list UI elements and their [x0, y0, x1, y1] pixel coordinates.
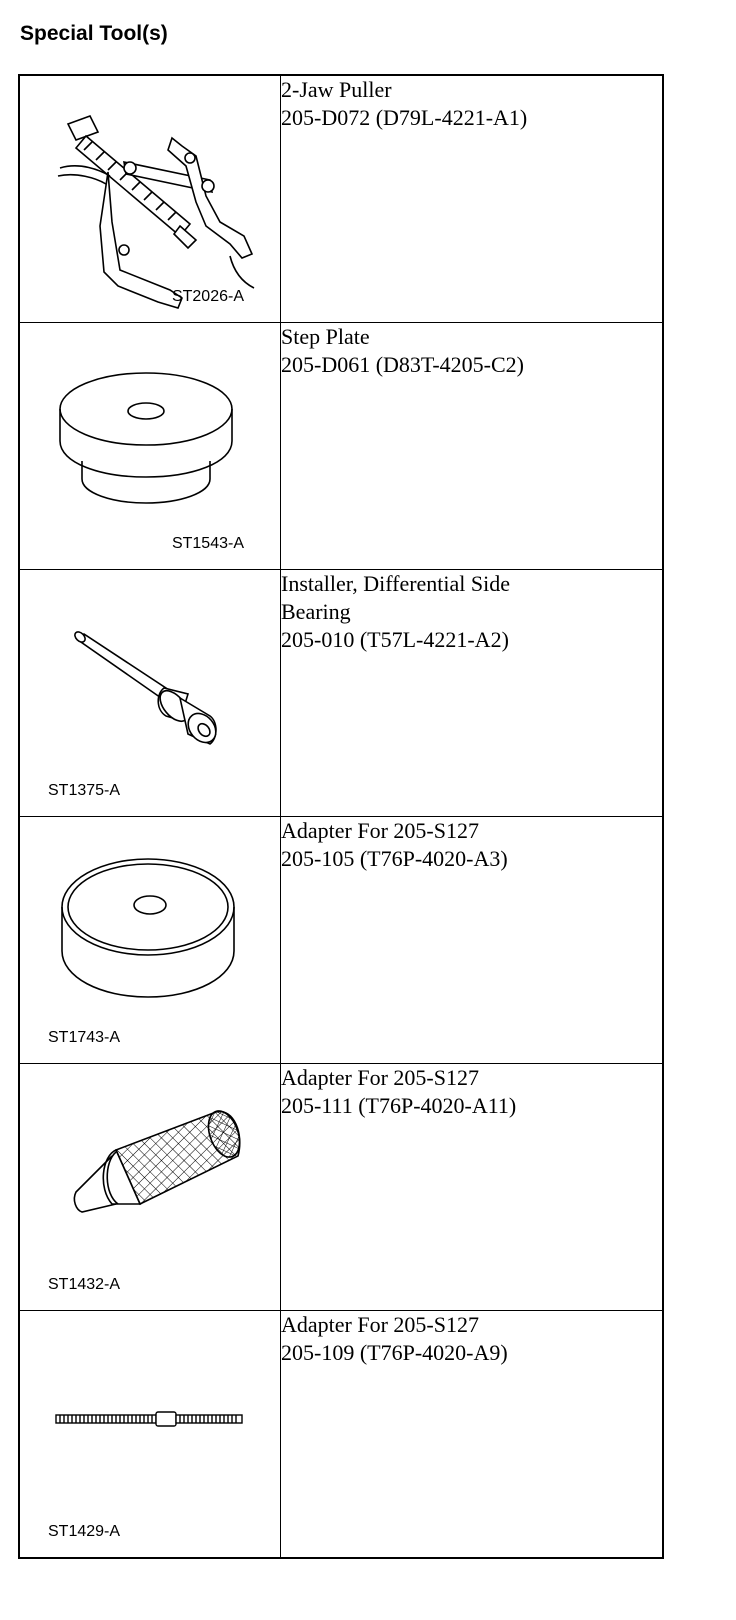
tool-name: Step Plate — [281, 324, 370, 349]
tool-number: 205-105 (T76P-4020-A3) — [281, 846, 508, 871]
tool-name: Adapter For 205-S127 — [281, 818, 479, 843]
tool-name: Adapter For 205-S127 — [281, 1065, 479, 1090]
tool-number: 205-010 (T57L-4221-A2) — [281, 627, 509, 652]
tool-image-code: ST1432-A — [48, 1276, 121, 1293]
knurled-adapter-icon — [20, 1064, 280, 1310]
tool-number: 205-109 (T76P-4020-A9) — [281, 1340, 508, 1365]
page-title: Special Tool(s) — [20, 22, 168, 45]
tool-image-code: ST1543-A — [171, 535, 244, 552]
tool-image-cell — [19, 75, 281, 323]
tool-image-code: ST1375-A — [48, 782, 121, 799]
table-row — [19, 570, 663, 817]
adapter-disc-icon — [20, 817, 280, 1063]
tool-description-cell — [281, 1064, 664, 1311]
special-tools-table — [18, 74, 664, 1559]
table-row — [19, 323, 663, 570]
tool-image-cell — [19, 1311, 281, 1559]
tool-description-cell — [281, 1311, 664, 1559]
two-jaw-puller-icon — [20, 76, 280, 322]
tool-name: Installer, Differential Side Bearing — [281, 571, 511, 624]
step-plate-icon — [20, 323, 280, 569]
tool-number: 205-D061 (D83T-4205-C2) — [281, 352, 524, 377]
tool-description-cell — [281, 570, 664, 817]
tool-image-code: ST2026-A — [171, 288, 244, 305]
table-row — [19, 1064, 663, 1311]
tool-image-cell — [19, 817, 281, 1064]
tool-number: 205-D072 (D79L-4221-A1) — [281, 105, 528, 130]
tool-image-code: ST1429-A — [48, 1523, 121, 1540]
tool-image-cell — [19, 323, 281, 570]
table-row — [19, 817, 663, 1064]
bearing-installer-icon — [20, 570, 280, 816]
tool-name: 2-Jaw Puller — [281, 77, 392, 102]
tool-description-cell — [281, 323, 664, 570]
tool-name: Adapter For 205-S127 — [281, 1312, 479, 1337]
tool-image-cell — [19, 570, 281, 817]
tool-image-cell — [19, 1064, 281, 1311]
tool-description-cell — [281, 817, 664, 1064]
threaded-rod-icon — [20, 1311, 280, 1557]
tool-description-cell — [281, 75, 664, 323]
tool-image-code: ST1743-A — [48, 1029, 121, 1046]
table-row — [19, 75, 663, 323]
tool-number: 205-111 (T76P-4020-A11) — [281, 1093, 517, 1118]
table-row — [19, 1311, 663, 1559]
